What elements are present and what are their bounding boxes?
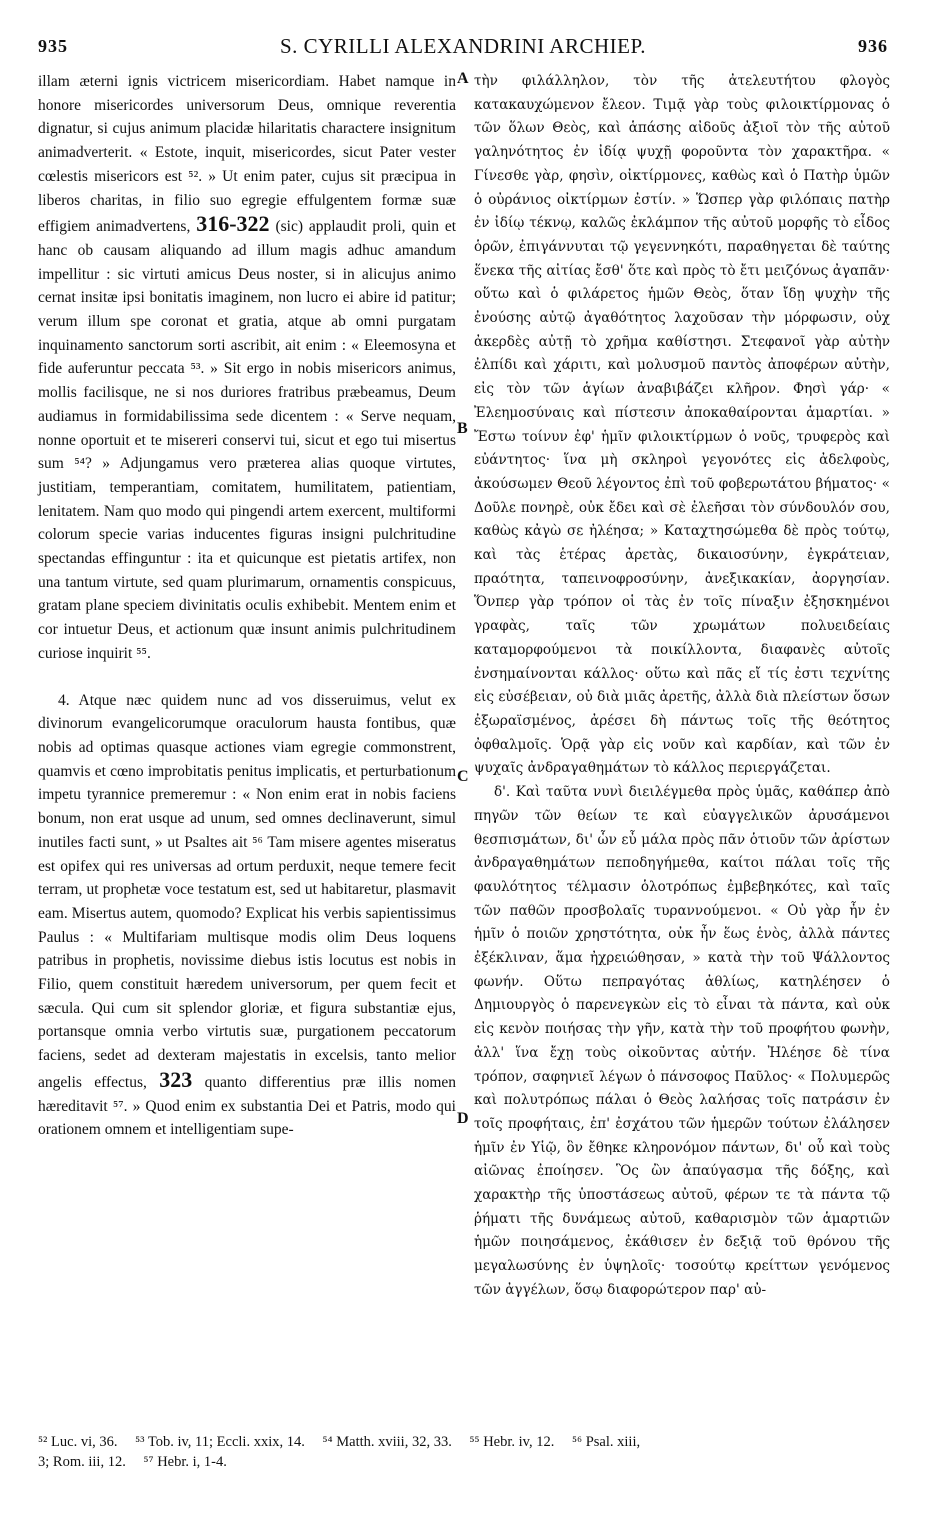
latin-text-2b: quanto differentius præ illis nomen hæreditavit ⁵⁷. » Quod enim ex substantia Dei et Patris, modo qui orationem omnem et intelligentiam supe- — [38, 1073, 457, 1139]
margin-mark-c: C — [457, 768, 469, 785]
footnote-line-1 — [38, 1432, 890, 1452]
latin-paragraph-1 — [38, 70, 456, 666]
margin-mark-d: D — [457, 1110, 469, 1127]
margin-mark-a: A — [457, 70, 469, 87]
latin-text-2a: 4. Atque næc quidem nunc ad vos disseruimus, velut ex divinorum evangelicorumque oraculorum hausta fontibus, quæ nobis ad optimas quasque actiones viam egregie commonstrent, quamvis et cœno improbitatis penitus implicatis, et perturbationum impetu tyrannice premeremur : « Non enim erat in nobis faciens bonum, non erat usque ad unum, sed omnes declinaverunt, simul inutiles facti sunt, » ut Psaltes ait ⁵⁶ Tam misere agentes miseratus est opifex qui res universas ad ortum perduxit, neque temere fecit terram, ut prophetæ voce testatum est, sed ut habitaretur, plasmavit eam. Misertus autem, quomodo? Explicat his verbis sapientissimus Paulus : « Multifariam multisque modis olim Deus loquens patribus in prophetis, novissime diebus istis locutus est nobis in Filio, quem constituit hæredem universorum, per quem fecit et sæcula. Qui cum sit splendor gloriæ, et figura substantiæ ejus, portansque omnia verbo virtutis suæ, purgationem peccatorum faciens, sedet ad dexteram majestatis in excelsis, tanto melior angelis effectus, — [38, 691, 456, 1091]
page-number-right: 936 — [858, 36, 888, 56]
latin-column — [38, 70, 456, 1142]
latin-paragraph-2 — [38, 689, 456, 1142]
footnote-line-2 — [38, 1452, 890, 1472]
greek-column — [474, 70, 890, 1303]
footnotes — [38, 1432, 890, 1472]
margin-mark-b: B — [457, 420, 468, 437]
footnote-57: ⁵⁷ Hebr. i, 1-4. — [143, 1454, 227, 1470]
column-number-1: 316-322 — [196, 211, 270, 237]
page-header — [0, 30, 926, 66]
running-title: S. CYRILLI ALEXANDRINI ARCHIEP. — [279, 34, 647, 58]
greek-paragraph-1: τὴν φιλάλληλον, τὸν τῆς ἀτελευτήτου φλογὸς κατακαυχώμενον ἔλεον. Τιμᾷ γὰρ τοὺς φιλοικτίρμονας ὁ τῶν ὅλων Θεὸς, καὶ ἁπάσης αἰδοῦς ἀξιοῖ τὸν τῆς αὐτοῦ γαληνότητος ἐν ἰδίᾳ ψυχῇ φοροῦντα τὸν χαρακτῆρα. « Γίνεσθε γὰρ, φησὶν, οἰκτίρμονες, καθὼς καὶ ὁ Πατὴρ ὑμῶν ὁ οὐράνιος οἰκτίρμων ἐστίν. » Ὥσπερ γὰρ φιλόπαις πατὴρ ἐν ἰδίῳ τέκνῳ, καλῶς ἐκλάμπον τῆς αὐτοῦ μορφῆς τὸ εἶδος ὁρῶν, ἐπιγάννυται τῷ γεγεννηκότι, παραθηγεται δὲ ταύτης ἕνεκα τῆς αἰτίας ἔσθ' ὅτε καὶ πρὸς τὸ ἔτι μειζόνως ἀγαπᾶν· οὕτω καὶ ὁ φιλάρετος ἡμῶν Θεὸς, ὅταν ἴδῃ ψυχὴν τῆς ἐνούσης αὐτῷ ἀγαθότητος λαχοῦσαν τὴν μόρφωσιν, οὐχ ἀκερδὲς αὐτῇ τὸ χρῆμα καθίστησι. Στεφανοῖ γὰρ αὐτὴν ἐλπίδι καὶ χάριτι, καὶ μολυσμοῦ παντὸς ἀποφέρων αὐτὴν, εἰς τὸν τῶν ἁγίων ἀναβιβάζει κλῆρον. Φησὶ γάρ· « Ἐλεημοσύναις καὶ πίστεσιν ἀποκαθαίρονται ἁμαρτίαι. » Ἔστω τοίνυν ἐφ' ἡμῖν φιλοικτίρμων ὁ νοῦς, τρυφερὸς καὶ εὐάντητος· ἵνα μὴ σκληροὶ γεγονότες εἰς ἀδελφοὺς, ἀκούσωμεν Θεοῦ λέγοντος ἐπὶ τοῦ φοβερωτάτου βήματος· « Δοῦλε πονηρὲ, οὐκ ἔδει καὶ σὲ ἐλεῆσαι τὸν σύνδουλόν σου, καθὼς κἀγὼ σε ἠλέησα; » Καταχτησώμεθα δὲ πρὸς τούτῳ, καὶ τὰς ἑτέρας ἀρετὰς, δικαιοσύνην, ἐγκράτειαν, πραότητα, ταπεινοφροσύνην, ἀνεξικακίαν, ἀοργησίαν. Ὅνπερ γὰρ τρόπον οἱ τὰς ἐν τοῖς πίναξιν ἐξησκημένοι γραφὰς, ταῖς τῶν χρωμάτων πολυειδείαις καταμορφούμενοι τὰ ποικίλλοντα, διαφανὲς αὐτοῖς ἐνσημαίνονται κάλλος· οὕτω καὶ πᾶς εἴ τίς ἐστι τεχνίτης εἰς εὐσέβειαν, οὐ διὰ μιᾶς ἀρετῆς, ἀλλὰ διὰ πλείστων ὅσων ἐξωραϊσμένος, ἀρέσει δὴ πάντως τοῖς τῆς θεότητος ὀφθαλμοῖς. Ὁρᾷ γὰρ εἰς νοῦν καὶ καρδίαν, καὶ τῶν ἐν ψυχαῖς ἀνδραγαθημάτων τὸ κάλλος περιεργάζεται. — [474, 73, 890, 777]
footnote-56-cont: 3; Rom. iii, 12. — [38, 1454, 126, 1470]
latin-text-1a: illam æterni ignis victricem misericordiam. Habet namque in honore misericordes universorum Deus, omnique reverentia dignatur, si cujus animum placidæ hilaritatis charactere insignitum animadverterit. « Estote, inquit, misericordes, sicut Pater vester cœlestis misericors est ⁵². » Ut enim pater, cujus sit præcipua in liberos charitas, in filio suo egregie effulgentem formæ suæ effigiem animadvertens, — [38, 73, 456, 236]
greek-paragraph-2: δ'. Καὶ ταῦτα νυνὶ διειλέγμεθα πρὸς ὑμᾶς, καθάπερ ἀπὸ πηγῶν τῶν θείων τε καὶ εὐαγγελικῶν ἀρυσάμενοι θεσπισμάτων, δι' ὧν εὖ μάλα πρὸς πᾶν ὁτιοῦν τῶν ἀρίστων ἀνδραγαθημάτων πεποδηγήμεθα, καίτοι πάλαι τοῖς τῆς φαυλότητος τέλμασιν ὁλοτρόπως ἐμβεβηκότες, καὶ ταῖς τῶν παθῶν προσβολαῖς τυραννούμενοι. « Οὐ γὰρ ἦν ἐν ἡμῖν ὁ ποιῶν χρηστότητα, οὐκ ἦν ἕως ἑνὸς, ἀλλὰ πάντες ἐξέκλιναν, ἅμα ἠχρειώθησαν, » κατὰ τὴν τοῦ Ψάλλοντος φωνήν. Οὕτω πεπραγότας ἀθλίως, κατηλέησεν ὁ Δημιουργὸς ὁ παρενεγκὼν εἰς τὸ εἶναι τὰ πάντα, καὶ οὐκ εἰς κενὸν ποιήσας τὴν γῆν, κατὰ τὴν τοῦ προφήτου φωνὴν, ἀλλ' ἵνα ἔχῃ τοὺς οἰκοῦντας αὐτήν. Ἠλέησε δὲ τίνα τρόπον, σαφηνιεῖ λέγων ὁ πάνσοφος Παῦλος· « Πολυμερῶς καὶ πολυτρόπως πάλαι ὁ Θεὸς λαλήσας τοῖς πατράσιν ἐν τοῖς προφήταις, ἐπ' ἐσχάτου τῶν ἡμερῶν τούτων ἐλάλησεν ἡμῖν ἐν Υἱῷ, ὃν ἔθηκε κληρονόμον πάντων, δι' οὗ καὶ τοὺς αἰῶνας ἐποίησεν. Ὃς ὢν ἀπαύγασμα τῆς δόξης, καὶ χαρακτὴρ τῆς ὑποστάσεως αὐτοῦ, φέρων τε τὰ πάντα τῷ ῥήματι τῆς δυνάμεως αὐτοῦ, καθαρισμὸν τῶν ἁμαρτιῶν ἡμῶν ποιησάμενος, ἐκάθισεν ἐν δεξιᾷ τοῦ θρόνου τῆς μεγαλωσύνης ἐν ὑψηλοῖς· τοσούτῳ κρείττων γενόμενος τῶν ἀγγέλων, ὅσῳ διαφορώτερον παρ' αὐ- — [474, 784, 890, 1298]
footnote-55: ⁵⁵ Hebr. iv, 12. — [469, 1434, 555, 1450]
footnote-54: ⁵⁴ Matth. xviii, 32, 33. — [322, 1434, 452, 1450]
footnote-53: ⁵³ Tob. iv, 11; Eccli. xxix, 14. — [135, 1434, 305, 1450]
column-number-2: 323 — [159, 1066, 193, 1092]
footnote-56: ⁵⁶ Psal. xiii, — [571, 1434, 641, 1450]
latin-text-1b: (sic) applaudit proli, quin et hanc ob causam aliquando ad illum magis adhuc amandum impellitur : sic virtuti amicus Deus noster, si in alicujus animo cernat insitæ ipsi bonitatis imaginem, non lucro ei abire id patitur; verum illum spe coronat et gratia, atque ab omni purgatam inquinamento sanctorum sorti ascribit, ait enim : « Eleemosyna et fide auferuntur peccata ⁵³. » Sit ergo in nobis misericors animus, mollis facilisque, ne si nos duriores fratribus præbeamus, Deum audiamus in formidabilissima sede dicentem : « Serve nequam, nonne oportuit et te misereri conservi tui, sicut et ego tui misertus sum ⁵⁴? » Adjungamus vero præterea alias quoque virtutes, justitiam, temperantiam, comitatem, humilitatem, patientiam, lenitatem. Nam quo modo qui pingendi artem exercent, multiformi colorum specie varias inducentes figuras insigni pulchritudine spectandas effinguntur : ita et quicunque est pietatis artifex, non una tantum virtute, sed quam plurimarum, ornamentis conspicuus, gratam plane speciem divinitatis oculis exhibebit. Mentem enim et cor intuetur Deus, et actionum quæ insunt animis pulchritudinem curiose inquirit ⁵⁵. — [38, 218, 457, 662]
page-number-left: 935 — [38, 36, 68, 56]
footnote-52: ⁵² Luc. vi, 36. — [38, 1434, 118, 1450]
